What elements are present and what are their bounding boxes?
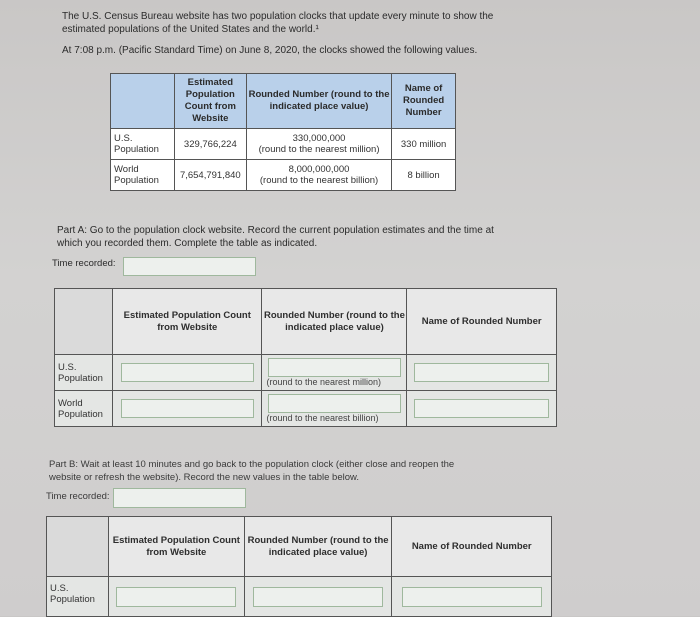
part-a-table (54, 288, 557, 427)
world-name-cell (407, 391, 557, 427)
header-name: Name of Rounded Number (407, 289, 557, 355)
table-row (47, 577, 552, 617)
us-rounded-name: 330 million (392, 129, 456, 160)
table-row (111, 160, 456, 191)
us-round-instruction: (round to the nearest million) (266, 377, 382, 387)
part-a-line-1: Part A: Go to the population clock website. Record the current population estimates and the time at (57, 225, 494, 236)
example-population-table (110, 73, 456, 191)
row-label-world: World Population (111, 160, 175, 191)
time-recorded-label-a: Time recorded: (52, 258, 116, 269)
world-rounded-cell (262, 391, 407, 427)
world-round-instruction: (round to the nearest billion) (266, 413, 379, 423)
row-label-us: U.S. Population (111, 129, 175, 160)
blank-header-cell (111, 74, 175, 129)
world-estimate: 7,654,791,840 (174, 160, 246, 191)
example-timestamp-text: At 7:08 p.m. (Pacific Standard Time) on June 8, 2020, the clocks showed the following values. (62, 45, 478, 56)
world-rounded-input[interactable] (268, 394, 401, 413)
us-rounded-input-b[interactable] (253, 587, 383, 607)
world-rounded-cell (246, 160, 391, 191)
part-a-line-2: which you recorded them. Complete the table as indicated. (57, 238, 318, 249)
us-estimate: 329,766,224 (174, 129, 246, 160)
part-b-instructions (49, 458, 519, 484)
intro-text (62, 10, 532, 36)
header-name: Name of Rounded Number (392, 74, 456, 129)
us-rounded-input[interactable] (268, 358, 401, 377)
us-rounded-value: 330,000,000 (292, 133, 346, 144)
time-recorded-label-b: Time recorded: (46, 491, 110, 502)
time-recorded-input-b[interactable] (113, 488, 246, 508)
us-estimate-input[interactable] (121, 363, 254, 382)
header-estimated: Estimated Population Count from Website (174, 74, 246, 129)
world-rounded-name: 8 billion (392, 160, 456, 191)
header-estimated: Estimated Population Count from Website (108, 517, 244, 577)
time-recorded-input-a[interactable] (123, 257, 256, 276)
row-label-us: U.S. Population (47, 577, 109, 617)
table-row (55, 391, 557, 427)
table-row (111, 129, 456, 160)
us-estimate-cell-b (108, 577, 244, 617)
us-estimate-cell (113, 355, 262, 391)
us-rounded-cell-b (244, 577, 392, 617)
world-name-input[interactable] (414, 399, 549, 418)
us-name-input[interactable] (414, 363, 549, 382)
world-rounded-value: 8,000,000,000 (288, 164, 350, 175)
us-rounded-cell (246, 129, 391, 160)
part-b-line-1: Part B: Wait at least 10 minutes and go back to the population clock (either close and reopen the (49, 459, 455, 470)
intro-line-2: estimated populations of the United States and the world.¹ (62, 24, 319, 35)
header-estimated: Estimated Population Count from Website (113, 289, 262, 355)
part-b-table (46, 516, 552, 617)
us-name-cell-b (392, 577, 552, 617)
intro-line-1: The U.S. Census Bureau website has two population clocks that update every minute to show the (62, 11, 494, 22)
world-estimate-input[interactable] (121, 399, 254, 418)
us-estimate-input-b[interactable] (116, 587, 236, 607)
blank-header-cell (47, 517, 109, 577)
header-rounded: Rounded Number (round to the indicated place value) (244, 517, 392, 577)
row-label-world: World Population (55, 391, 113, 427)
table-row (55, 355, 557, 391)
header-rounded: Rounded Number (round to the indicated place value) (246, 74, 391, 129)
header-rounded: Rounded Number (round to the indicated place value) (262, 289, 407, 355)
world-round-instruction: (round to the nearest billion) (259, 175, 379, 186)
world-estimate-cell (113, 391, 262, 427)
header-name: Name of Rounded Number (392, 517, 552, 577)
blank-header-cell (55, 289, 113, 355)
us-name-cell (407, 355, 557, 391)
row-label-us: U.S. Population (55, 355, 113, 391)
us-rounded-cell (262, 355, 407, 391)
us-round-instruction: (round to the nearest million) (258, 144, 380, 155)
part-b-line-2: website or refresh the website). Record the new values in the table below. (49, 472, 359, 483)
part-a-instructions (57, 224, 527, 250)
us-name-input-b[interactable] (402, 587, 542, 607)
